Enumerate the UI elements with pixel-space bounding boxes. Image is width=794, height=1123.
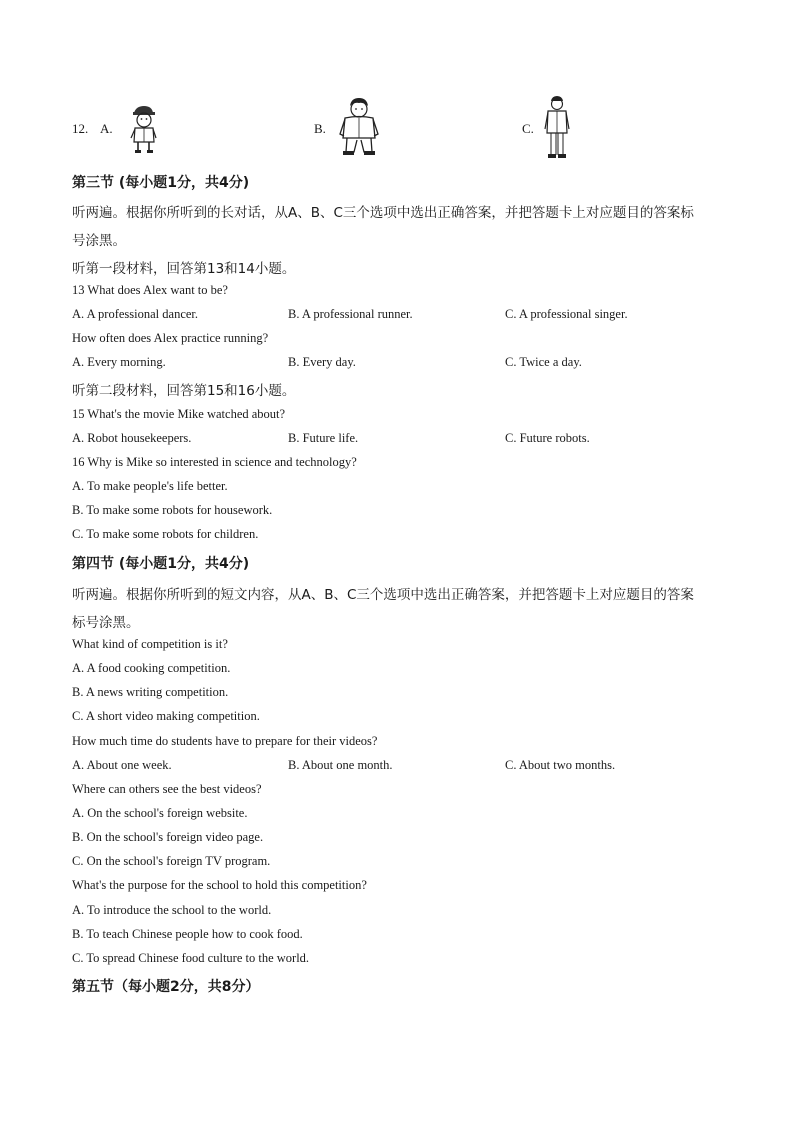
section3-instruction-line2: 号涂黑。 (72, 233, 126, 249)
q13-option-b: B. A professional runner. (288, 307, 413, 321)
q13-option-c: C. A professional singer. (505, 307, 628, 321)
q20-question: What's the purpose for the school to hold this competition? (72, 878, 367, 892)
q19-option-a: A. On the school's foreign website. (72, 806, 248, 820)
q16-option-c: C. To make some robots for children. (72, 527, 259, 541)
q15-question: 15 What's the movie Mike watched about? (72, 407, 286, 421)
section3-material2: 听第二段材料，回答第15和16小题。 (72, 383, 296, 399)
q19-question: Where can others see the best videos? (72, 782, 262, 796)
section3-material1: 听第一段材料，回答第13和14小题。 (72, 261, 296, 277)
section3-heading: 第三节 (每小题1分，共4分) (72, 175, 250, 191)
q17-question: What kind of competition is it? (72, 637, 228, 651)
q17-option-a: A. A food cooking competition. (72, 661, 231, 675)
q20-option-c: C. To spread Chinese food culture to the world. (72, 951, 310, 965)
q14-question: How often does Alex practice running? (72, 331, 269, 345)
q19-option-b: B. On the school's foreign video page. (72, 830, 264, 844)
section4-instruction-line2: 标号涂黑。 (72, 615, 140, 631)
q15-option-b: B. Future life. (288, 431, 359, 445)
q17-option-b: B. A news writing competition. (72, 685, 229, 699)
q19-option-c: C. On the school's foreign TV program. (72, 854, 271, 868)
q16-question: 16 Why is Mike so interested in science and technology? (72, 455, 357, 469)
section5-heading: 第五节（每小题2分，共8分） (72, 979, 260, 995)
q14-option-c: C. Twice a day. (505, 355, 582, 369)
q18-option-c: C. About two months. (505, 758, 616, 772)
section4-instruction-line1: 听两遍。根据你所听到的短文内容，从A、B、C三个选项中选出正确答案，并把答题卡上对应题目的答案 (72, 587, 694, 603)
boy-with-cap-picture (128, 104, 158, 156)
q16-option-a: A. To make people's life better. (72, 479, 228, 493)
q20-option-b: B. To teach Chinese people how to cook food. (72, 927, 303, 941)
q15-option-a: A. Robot housekeepers. (72, 431, 192, 445)
section4-heading: 第四节 (每小题1分，共4分) (72, 556, 250, 572)
q12-number: 12. (72, 121, 89, 136)
q18-option-a: A. About one week. (72, 758, 172, 772)
q17-option-c: C. A short video making competition. (72, 709, 260, 723)
tall-boy-picture (543, 95, 571, 161)
section3-instruction-line1: 听两遍。根据你所听到的长对话，从A、B、C三个选项中选出正确答案，并把答题卡上对应题目的答案标 (72, 205, 694, 221)
q18-option-b: B. About one month. (288, 758, 393, 772)
q12-option-b-label: B. (314, 121, 326, 136)
q15-option-c: C. Future robots. (505, 431, 590, 445)
q12-option-a-label: A. (100, 121, 113, 136)
q13-question: 13 What does Alex want to be? (72, 283, 228, 297)
q18-question: How much time do students have to prepare for their videos? (72, 734, 378, 748)
q14-option-b: B. Every day. (288, 355, 356, 369)
chubby-boy-picture (337, 96, 381, 158)
q13-option-a: A. A professional dancer. (72, 307, 199, 321)
q20-option-a: A. To introduce the school to the world. (72, 903, 272, 917)
q16-option-b: B. To make some robots for housework. (72, 503, 273, 517)
q14-option-a: A. Every morning. (72, 355, 166, 369)
q12-option-c-label: C. (522, 121, 534, 136)
